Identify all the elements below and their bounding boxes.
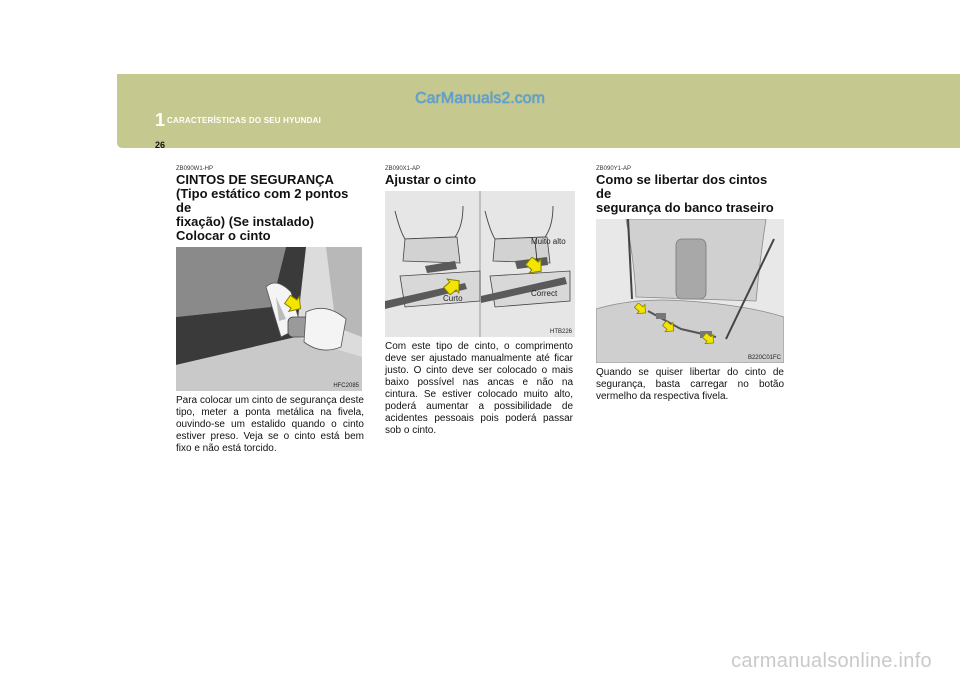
title-line: (Tipo estático com 2 pontos de [176,186,349,215]
section-code: ZB090W1-HP [176,166,214,172]
section-code: ZB090X1-AP [385,166,421,172]
label-curto: Curto [443,294,463,303]
title-line: segurança do banco traseiro [596,200,774,215]
figure-code: HFC2085 [333,383,359,389]
title-line: fixação) (Se instalado) [176,214,314,229]
section-title [176,173,364,243]
chapter-title: CARACTERÍSTICAS DO SEU HYUNDAI [167,116,322,125]
section-libertar-cinto [596,166,784,403]
arrow-icon [443,277,463,295]
figure-rear-seat [596,219,784,363]
page-number: 26 [155,140,166,150]
adjust-illustration [385,191,575,337]
section-body: Quando se quiser libertar do cinto de segurança, basta carregar no botão vermelho da respectiva fivela. [596,367,784,402]
section-code: ZB090Y1-AP [596,166,632,172]
figure-buckle [176,247,362,391]
chapter-number: 1 [155,110,166,130]
watermark-top[interactable]: CarManuals2.com [415,90,545,107]
buckle-illustration [176,247,362,391]
title-line: Ajustar o cinto [385,172,477,187]
title-line: Como se libertar dos cintos de [596,172,768,201]
section-colocar-cinto [176,166,364,455]
section-title [596,173,784,215]
label-muito-alto: Muito alto [531,237,566,246]
figure-code: B220C01FC [747,355,781,361]
rear-seat-illustration [596,219,784,363]
arrow-icon [525,257,545,275]
title-line: CINTOS DE SEGURANÇA [176,172,334,187]
arrow-icon [662,321,676,333]
title-line: Colocar o cinto [176,228,271,243]
arrow-icon [634,303,648,315]
section-body: Para colocar um cinto de segurança deste tipo, meter a ponta metálica na fivela, ouvindo-se um estalido quando o cinto estiver preso. Veja se o cinto está bem fixo e não está torcido. [176,395,364,454]
section-body: Com este tipo de cinto, o comprimento deve ser ajustado manualmente até ficar justo. O cinto deve ser colocado o mais baixo possível nas ancas e não na cintura. Se estiver colocado muito alto, poderá aumentar a possibilidade de acidentes pessoais pois poderá passar sob o cinto. [385,341,573,436]
watermark-bottom[interactable]: carmanualsonline.info [731,650,932,672]
label-correct: Correct [531,289,558,298]
section-ajustar-cinto [385,166,573,437]
arrow-icon [702,333,716,345]
figure-adjust [385,191,575,337]
header-band-tab [117,132,960,148]
section-title [385,173,573,187]
header-band [117,74,960,148]
arrow-icon [284,295,304,313]
figure-code: HTB226 [549,329,572,335]
